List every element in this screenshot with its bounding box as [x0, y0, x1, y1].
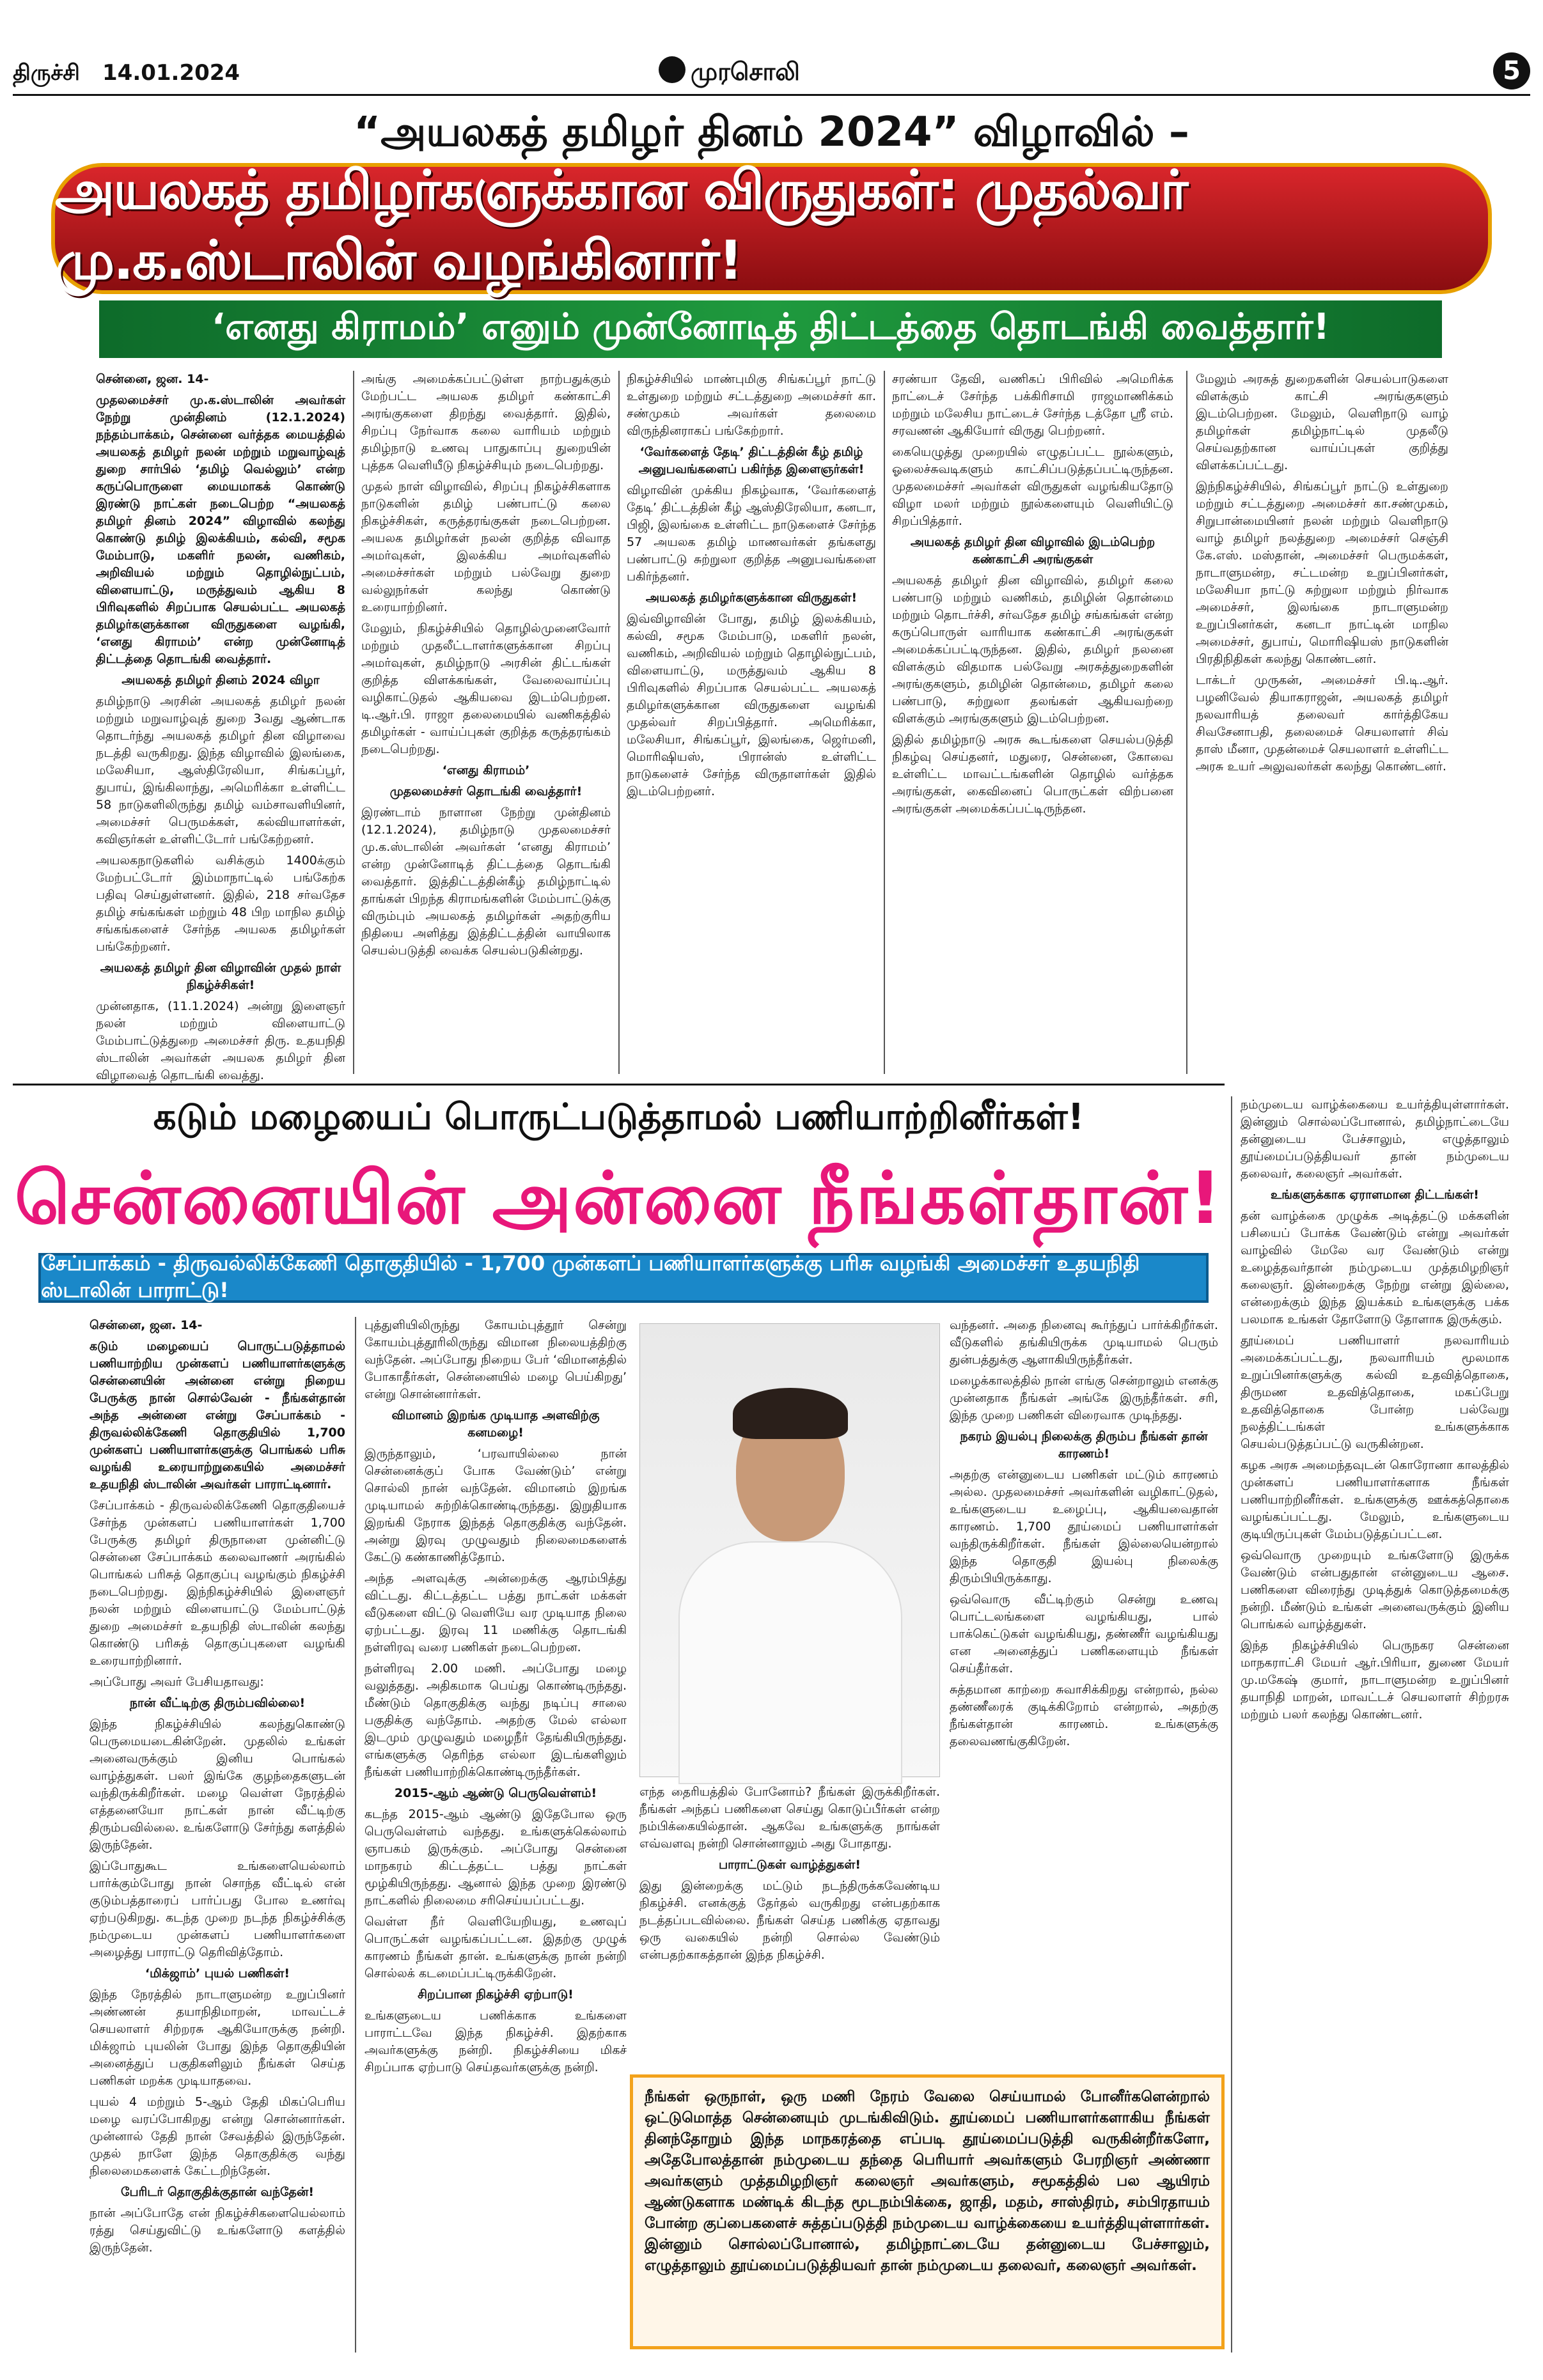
- paragraph: எந்த தைரியத்தில் போனோம்? நீங்கள் இருக்கிறீர்கள். நீங்கள் அந்தப் பணிகளை செய்து கொடுப்பீர்கள் என்ற நம்பிக்கையில்தான். ஆகவே உங்களுக்கு நாங்கள் எவ்வளவு நன்றி சொன்னாலும் அது போதாது.: [639, 1785, 940, 1851]
- story2-headline: சென்னையின் அன்னை நீங்கள்தான்!: [14, 1157, 1223, 1240]
- subheading: ‘மிக்ஜாம்’ புயல் பணிகள்!: [145, 1966, 290, 1980]
- subheading: முதலமைச்சர் தொடங்கி வைத்தார்!: [389, 784, 583, 798]
- paragraph: டாக்டர் முருகன், அமைச்சர் பி.டி.ஆர். பழனிவேல் தியாகராஜன், அயலகத் தமிழர் நலவாரியத் தலைவர் கார்த்திகேய சிவசேனாபதி, தலைமைச் செயலாளர் சிவ் தாஸ் மீனா, முதன்மைச் செயலாளர் உள்ளிட்ட அரசு உயர் அலுவலர்கள் கலந்து கொண்டனர்.: [1196, 673, 1448, 774]
- paragraph: அயலகத் தமிழர் தின விழாவில், தமிழர் கலை பண்பாடு மற்றும் வணிகம், தமிழின் தொன்மை மற்றும் தொடர்ச்சி, சர்வதேச தமிழ் சங்கங்கள் என்ற கருப்பொருள் வாரியாக கண்காட்சி அரங்குகள் அமைக்கப்பட்டிருந்தன. இதில், தமிழர் நலனை விளக்கும் விதமாக பல்வேறு அரசுத்துறைகளின் அரங்குகளும், தமிழின் தொன்மை, தமிழர் கலை பண்பாடு, சுற்றுலா தலங்கள் ஆகியவற்றை விளக்கும் அரங்குகளும் இடம்பெற்றன.: [892, 573, 1173, 726]
- paragraph: தன் வாழ்க்கை முழுக்க அடித்தட்டு மக்களின் பசியைப் போக்க வேண்டும் என்று அவர்கள் வாழ்வில் மேலே வர வேண்டும் என்று உழைத்தவர்தான் நம்முடைய முத்தமிழறிஞர் கலைஞர். இன்றைக்கு நேற்று என்று இல்லை, என்றைக்கும் இந்த இயக்கம் உங்களுக்கு பக்க பலமாக உங்கள் தோளோடு தோளாக இருக்கும்.: [1241, 1209, 1509, 1326]
- paragraph: இப்போதுகூட உங்களையெல்லாம் பார்க்கும்போது நான் சொந்த வீட்டில் என் குடும்பத்தாரைப் பார்ப்பது போல உணர்வு ஏற்படுகிறது. கடந்த முறை நடந்த நிகழ்ச்சிக்கு நம்முடைய முன்களப் பணியாளர்களை அழைத்து பாராட்டு தெரிவித்தோம்.: [90, 1859, 345, 1959]
- story1-subhead: ‘எனது கிராமம்’ எனும் முன்னோடித் திட்டத்தை தொடங்கி வைத்தார்!: [211, 306, 1330, 348]
- issue-date: 14.01.2024: [102, 60, 240, 86]
- lead-paragraph: முதலமைச்சர் மு.க.ஸ்டாலின் அவர்கள் நேற்று முன்தினம் (12.1.2024) நந்தம்பாக்கம், சென்னை வர்த்தக மையத்தில் அயலகத் தமிழர் நலன் மற்றும் மறுவாழ்வுத் துறை சார்பில் ‘தமிழ் வெல்லும்’ என்ற கருப்பொருளை மையமாகக் கொண்டு இரண்டு நாட்கள் நடைபெற்ற “அயலகத் தமிழர் தினம் 2024” விழாவில் கலந்து கொண்டு தமிழ் இலக்கியம், கல்வி, சமூக மேம்பாடு, மகளிர் நலன், வணிகம், அறிவியல் மற்றும் தொழில்நுட்பம், விளையாட்டு, மருத்துவம் ஆகிய 8 பிரிவுகளில் சிறப்பாக செயல்பட்ட அயலகத் தமிழர்களுக்கான விருதுகளை வழங்கி, ‘எனது கிராமம்’ என்ற முன்னோடித் திட்டத்தை தொடங்கி வைத்தார்.: [96, 393, 345, 666]
- story2-column-2: [364, 1317, 627, 2353]
- story-divider: [13, 1084, 1225, 1085]
- paragraph: ஒவ்வொரு முறையும் உங்களோடு இருக்க வேண்டும் என்பதுதான் என்னுடைய ஆசை. பணிகளை விரைந்து முடித்துக் கொடுத்தமைக்கு நன்றி. மீண்டும் உங்கள் அனைவருக்கும் இனிய பொங்கல் வாழ்த்துகள்.: [1241, 1548, 1509, 1631]
- paragraph: சேப்பாக்கம் - திருவல்லிக்கேணி தொகுதியைச் சேர்ந்த முன்களப் பணியாளர்கள் 1,700 பேருக்கு தமிழர் திருநாளை முன்னிட்டு சென்னை சேப்பாக்கம் கலைவாணர் அரங்கில் பொங்கல் பரிசுத் தொகுப்பு வழங்கும் நிகழ்ச்சி நடைபெற்றது. இந்நிகழ்ச்சியில் இளைஞர் நலன் மற்றும் விளையாட்டு மேம்பாட்டுத் துறை அமைச்சர் உதயநிதி ஸ்டாலின் கலந்து கொண்டு பரிசுத் தொகுப்புகளை வழங்கி உரையாற்றினார்.: [90, 1498, 345, 1668]
- subheading: சிறப்பான நிகழ்ச்சி ஏற்பாடு!: [418, 1987, 574, 2002]
- paragraph: அந்த அளவுக்கு அன்றைக்கு ஆரம்பித்து விட்டது. கிட்டத்தட்ட பத்து நாட்கள் மக்கள் வீடுகளை விட்டு வெளியே வர முடியாத நிலை ஏற்பட்டது. இரவு 11 மணிக்கு தொடங்கி நள்ளிரவு வரை பணிகள் நடைபெற்றன.: [364, 1571, 627, 1654]
- paragraph: இரண்டாம் நாளான நேற்று முன்தினம் (12.1.2024), தமிழ்நாடு முதலமைச்சர் மு.க.ஸ்டாலின் அவர்கள் ‘எனது கிராமம்’ என்ற முன்னோடித் திட்டத்தை தொடங்கி வைத்தார். இத்திட்டத்தின்கீழ் தமிழ்நாட்டில் தாங்கள் பிறந்த கிராமங்களின் மேம்பாட்டுக்கு விரும்பும் அயலகத் தமிழர்கள் அதற்குரிய நிதியை அளித்து இத்திட்டத்தின் வாயிலாக செயல்படுத்தி வைக்க செயல்படுகின்றது.: [361, 805, 611, 958]
- paragraph: மேலும் அரசுத் துறைகளின் செயல்பாடுகளை விளக்கும் காட்சி அரங்குகளும் இடம்பெற்றன. மேலும், வெளிநாடு வாழ் தமிழர்கள் தமிழ்நாட்டில் முதலீடு செய்வதற்கான வாய்ப்புகள் குறித்து விளக்கப்பட்டது.: [1196, 372, 1448, 472]
- column-divider: [884, 371, 885, 1074]
- paragraph: கடந்த 2015-ஆம் ஆண்டு இதேபோல ஒரு பெருவெள்ளம் வந்தது. உங்களுக்கெல்லாம் ஞாபகம் இருக்கும். அப்போது சென்னை மாநகரம் கிட்டத்தட்ட பத்து நாட்கள் மூழ்கியிருந்தது. ஆனால் இந்த முறை இரண்டு நாட்களில் நிலைமை சரிசெய்யப்பட்டது.: [364, 1807, 627, 1908]
- paragraph: சரண்யா தேவி, வணிகப் பிரிவில் அமெரிக்க நாட்டைச் சேர்ந்த பக்கிரிசாமி ராஜமாணிக்கம் மற்றும் மலேசிய நாட்டைச் சேர்ந்த டத்தோ ஸ்ரீ எம். சரவணன் ஆகியோர் விருது பெற்றனர்.: [892, 372, 1173, 438]
- paragraph: இது இன்றைக்கு மட்டும் நடந்திருக்கவேண்டிய நிகழ்ச்சி. எனக்குத் தேர்தல் வருகிறது என்பதற்காக நடத்தப்படவில்லை. நீங்கள் செய்த பணிக்கு ஏதாவது ஒரு வகையில் நன்றி சொல்ல வேண்டும் என்பதற்காகத்தான் இந்த நிகழ்ச்சி.: [639, 1879, 940, 1962]
- paragraph: நம்முடைய வாழ்க்கையை உயர்த்தியுள்ளார்கள். இன்னும் சொல்லப்போனால், தமிழ்நாட்டையே தன்னுடைய பேச்சாலும், எழுத்தாலும் தூய்மைப்படுத்தியவர் தான் நம்முடைய தலைவர், கலைஞர் அவர்கள்.: [1241, 1098, 1509, 1181]
- lead-paragraph: கடும் மழையைப் பொருட்படுத்தாமல் பணியாற்றிய முன்களப் பணியாளர்களுக்கு சென்னையின் அன்னை என்று நிறைய பேருக்கு நான் சொல்வேன் - நீங்கள்தான் அந்த அன்னை என்று சேப்பாக்கம் - திருவல்லிக்கேணி தொகுதியில் 1,700 முன்களப் பணியாளர்களுக்கு பொங்கல் பரிசு வழங்கி உரையாற்றுகையில் அமைச்சர் உதயநிதி ஸ்டாலின் அவர்கள் பாராட்டினார்.: [90, 1339, 345, 1491]
- paragraph: புத்துளியிலிருந்து கோயம்புத்தூர் சென்று கோயம்புத்தூரிலிருந்து விமான நிலையத்திற்கு வந்தேன். அப்போது நிறைய பேர் ‘விமானத்தில் போகாதீர்கள், சென்னையில் மழை பெய்கிறது’ என்று சொன்னார்கள்.: [364, 1318, 627, 1401]
- paragraph: இவ்விழாவின் போது, தமிழ் இலக்கியம், கல்வி, சமூக மேம்பாடு, மகளிர் நலன், வணிகம், அறிவியல் மற்றும் தொழில்நுட்பம், விளையாட்டு, மருத்துவம் ஆகிய 8 பிரிவுகளில் சிறப்பாக செயல்பட்ட அயலகத் தமிழர்களுக்கான விருதுகளை வழங்கி முதல்வர் சிறப்பித்தார். அமெரிக்கா, மலேசியா, சிங்கப்பூர், இலங்கை, ஜெர்மனி, மொரிஷியஸ், பிரான்ஸ் உள்ளிட்ட நாடுகளைச் சேர்ந்த விருதாளர்கள் இதில் இடம்பெற்றனர்.: [627, 612, 876, 798]
- paragraph: நள்ளிரவு 2.00 மணி. அப்போது மழை வலுத்தது. அதிகமாக பெய்து கொண்டிருந்தது. மீண்டும் தொகுதிக்கு வந்து நடிப்பு சாலை பகுதிக்கு வந்தோம். அதற்கு மேல் எல்லா இடமும் முழுவதும் மழைநீர் தேங்கியிருந்தது. எங்களுக்கு தெரிந்த எல்லா இடங்களிலும் நீங்கள் பணியாற்றிக்கொண்டிருந்தீர்கள்.: [364, 1661, 627, 1779]
- paragraph: விழாவின் முக்கிய நிகழ்வாக, ‘வேர்களைத் தேடி’ திட்டத்தின் கீழ் ஆஸ்திரேலியா, கனடா, பிஜி, இலங்கை உள்ளிட்ட நாடுகளைச் சேர்ந்த 57 அயலக தமிழ் மாணவர்கள் தங்களது பண்பாட்டு சுற்றுலா குறித்த அனுபவங்களை பகிர்ந்தனர்.: [627, 483, 876, 584]
- subheading: அயலகத் தமிழர் தினம் 2024 விழா: [121, 673, 320, 687]
- minister-photo: [639, 1323, 940, 1777]
- paragraph: தூய்மைப் பணியாளர் நலவாரியம் அமைக்கப்பட்டது, நலவாரியம் மூலமாக உறுப்பினர்களுக்கு கல்வி உதவித்தொகை, திருமண உதவித்தொகை, மகப்பேறு உதவித்தொகை போன்ற பல்வேறு நலத்திட்டங்கள் உங்களுக்காக செயல்படுத்தப்பட்டு வருகின்றன.: [1241, 1334, 1509, 1451]
- story1-column-4: [892, 371, 1173, 1074]
- subheading: பேரிடர் தொகுதிக்குதான் வந்தேன்!: [121, 2185, 314, 2199]
- paragraph: அயலகநாடுகளில் வசிக்கும் 1400க்கும் மேற்பட்டோர் இம்மாநாட்டில் பங்கேற்க பதிவு செய்துள்ளனர். இதில், 218 சர்வதேச தமிழ் சங்கங்கள் மற்றும் 48 பிற மாநில தமிழ் சங்கங்களைச் சேர்ந்த அயலக தமிழர்கள் பங்கேற்றனர்.: [96, 853, 345, 954]
- column-divider: [355, 1317, 356, 2353]
- paragraph: கழக அரசு அமைந்தவுடன் கொரோனா காலத்தில் முன்களப் பணியாளர்களாக நீங்கள் பணியாற்றினீர்கள். உங்களுக்கு ஊக்கத்தொகை வழங்கப்பட்டது. மேலும், உங்களுடைய குடியிருப்புகள் மேம்படுத்தப்பட்டன.: [1241, 1458, 1509, 1541]
- story2-column-4: [950, 1317, 1218, 2065]
- paragraph: நான் அப்போதே என் நிகழ்ச்சிகளையெல்லாம் ரத்து செய்துவிட்டு உங்களோடு களத்தில் இருந்தேன்.: [90, 2206, 345, 2255]
- column-divider: [618, 371, 620, 1074]
- paragraph: முதல் நாள் விழாவில், சிறப்பு நிகழ்ச்சிகளாக நாடுகளின் தமிழ் பண்பாட்டு கலை நிகழ்ச்சிகள், கருத்தரங்குகள் நடைபெற்றன. அயலக தமிழர்கள் நலன் குறித்த விவாத அமர்வுகள், இலக்கிய அமர்வுகளில் அமைச்சர்கள் மற்றும் பல்வேறு துறை வல்லுநர்கள் கலந்து கொண்டு உரையாற்றினர்.: [361, 479, 611, 614]
- column-divider: [353, 371, 354, 1074]
- dateline: சென்னை, ஜன. 14-: [90, 1318, 203, 1332]
- subheading: அயலகத் தமிழர் தின விழாவில் இடம்பெற்ற கண்காட்சி அரங்குகள்: [910, 535, 1155, 566]
- subheading: உங்களுக்காக ஏராளமான திட்டங்கள்!: [1271, 1188, 1479, 1202]
- paragraph: முன்னதாக, (11.1.2024) அன்று இளைஞர் நலன் மற்றும் விளையாட்டு மேம்பாட்டுத்துறை அமைச்சர் திரு. உதயநிதி ஸ்டாலின் அவர்கள் அயலக தமிழர் தின விழாவைத் தொடங்கி வைத்து.: [96, 999, 345, 1082]
- story1-column-3: [627, 371, 876, 1074]
- story1-kicker: “அயலகத் தமிழர் தினம் 2024” விழாவில் –: [354, 109, 1189, 156]
- paragraph: உங்களுடைய பணிக்காக உங்களை பாராட்டவே இந்த நிகழ்ச்சி. இதற்காக அவர்களுக்கு நன்றி. நிகழ்ச்சியை மிகச் சிறப்பாக ஏற்பாடு செய்தவர்களுக்கு நன்றி.: [364, 2009, 627, 2074]
- story2-column-5: [1241, 1096, 1509, 2353]
- paragraph: தமிழ்நாடு அரசின் அயலகத் தமிழர் நலன் மற்றும் மறுவாழ்வுத் துறை 3வது ஆண்டாக தொடர்ந்து அயலகத் தமிழர் தின விழாவை நடத்தி வருகிறது. இந்த விழாவில் இலங்கை, மலேசியா, ஆஸ்திரேலியா, சிங்கப்பூர், துபாய், இங்கிலாந்து, அமெரிக்கா உள்ளிட்ட 58 நாடுகளிலிருந்து தமிழ் வம்சாவளியினர், அமைச்சர் பெருமக்கள், கல்வியாளர்கள், கவிஞர்கள் உள்ளிட்டோர் பங்கேற்றனர்.: [96, 694, 345, 846]
- subheading: அயலகத் தமிழர்களுக்கான விருதுகள்!: [645, 591, 858, 605]
- paragraph: புயல் 4 மற்றும் 5-ஆம் தேதி மிகப்பெரிய மழை வரப்போகிறது என்று சொன்னார்கள். முன்னால் தேதி நான் சேவத்தில் இருந்தேன். முதல் நாளே இந்த தொகுதிக்கு வந்து நிலைமைகளைக் கேட்டறிந்தேன்.: [90, 2095, 345, 2178]
- photo-caption: [639, 1784, 940, 1964]
- dateline: சென்னை, ஜன. 14-: [96, 372, 209, 386]
- story1-column-5: [1196, 371, 1448, 1074]
- subheading: 2015-ஆம் ஆண்டு பெருவெள்ளம்!: [394, 1786, 597, 1800]
- subheading: ‘எனது கிராமம்’: [442, 763, 530, 777]
- paragraph: வெள்ள நீர் வெளியேறியது, உணவுப் பொருட்கள் வழங்கப்பட்டன. இதற்கு முழுக் காரணம் நீங்கள் தான். உங்களுக்கு நான் நன்றி சொல்லக் கடமைப்பட்டிருக்கிறேன்.: [364, 1915, 627, 1980]
- story1-headline-banner: [51, 158, 1492, 294]
- subheading: அயலகத் தமிழர் தின விழாவின் முதல் நாள் நிகழ்ச்சிகள்!: [100, 961, 341, 992]
- story1-headline: அயலகத் தமிழர்களுக்கான விருதுகள்: முதல்வர் மு.க.ஸ்டாலின் வழங்கினார்!: [55, 158, 1187, 292]
- masthead-logo-icon: [659, 56, 685, 83]
- edition-label: திருச்சி: [13, 60, 80, 86]
- page-number: 5: [1493, 52, 1530, 89]
- paragraph: அப்போது அவர் பேசியதாவது:: [90, 1675, 264, 1689]
- paragraph: மேலும், நிகழ்ச்சியில் தொழில்முனைவோர் மற்றும் முதலீட்டாளர்களுக்கான சிறப்பு அமர்வுகள், தமிழ்நாடு அரசின் திட்டங்கள் குறித்த விளக்கங்கள், வேலைவாய்ப்பு வழிகாட்டுதல் ஆகியவை இடம்பெற்றன. டி.ஆர்.பி. ராஜா தலைமையில் வணிகத்தில் தமிழர்கள் - வாய்ப்புகள் குறித்த கருத்தரங்கம் நடைபெற்றது.: [361, 621, 611, 756]
- masthead-title: முரசொலி: [691, 58, 800, 86]
- paragraph: இந்த நிகழ்ச்சியில் கலந்துகொண்டு பெருமையடைகின்றேன். முதலில் உங்கள் அனைவருக்கும் இனிய பொங்கல் வாழ்த்துகள். பலர் இங்கே குழந்தைகளுடன் வந்திருக்கிறீர்கள். மழை வெள்ள நேரத்தில் எத்தனையோ நாட்கள் நான் வீட்டிற்கு திரும்பவில்லை. உங்களோடு சேர்ந்து களத்தில் இருந்தேன்.: [90, 1717, 345, 1852]
- paragraph: இந்த நிகழ்ச்சியில் பெருநகர சென்னை மாநகராட்சி மேயர் ஆர்.பிரியா, துணை மேயர் மு.மகேஷ் குமார், நாடாளுமன்ற உறுப்பினர் தயாநிதி மாறன், மாவட்டச் செயலாளர் சிற்றரசு மற்றும் பலர் கலந்து கொண்டனர்.: [1241, 1638, 1509, 1722]
- subheading: நகரம் இயல்பு நிலைக்கு திரும்ப நீங்கள் தான் காரணம்!: [960, 1429, 1208, 1461]
- person-silhouette-icon: [678, 1541, 902, 1784]
- paragraph: மழைக்காலத்தில் நான் எங்கு சென்றாலும் எனக்கு முன்னதாக நீங்கள் அங்கே இருந்தீர்கள். சரி, இந்த முறை பணிகள் விரைவாக முடிந்தது.: [950, 1374, 1218, 1422]
- story2-deck-banner: [38, 1253, 1209, 1303]
- story1-subhead-banner: [99, 300, 1442, 358]
- page-header: [13, 51, 1530, 96]
- pull-quote-box: [630, 2074, 1225, 2349]
- paragraph: ஒவ்வொரு வீட்டிற்கும் சென்று உணவு பொட்டலங்களை வழங்கியது, பால் பாக்கெட்டுகள் வழங்கியது, தண்ணீர் வழங்கியது என அனைத்துப் பணிகளையும் நீங்கள் செய்தீர்கள்.: [950, 1592, 1218, 1676]
- paragraph: இருந்தாலும், ‘பரவாயில்லை நான் சென்னைக்குப் போக வேண்டும்’ என்று சொல்லி நான் வந்தேன். விமானம் இறங்க முடியாமல் சுற்றிக்கொண்டிருந்தது. இறுதியாக இறங்கி நேராக இந்தத் தொகுதிக்கு வந்தேன். அன்று இரவு முழுவதும் நிலைமைகளைக் கேட்டு கண்காணித்தோம்.: [364, 1447, 627, 1564]
- subheading: ‘வேர்களைத் தேடி’ திட்டத்தின் கீழ் தமிழ் அனுபவங்களைப் பகிர்ந்த இளைஞர்கள்!: [638, 445, 865, 476]
- story2-deck: சேப்பாக்கம் - திருவல்லிக்கேணி தொகுதியில் - 1,700 முன்களப் பணியாளர்களுக்கு பரிசு வழங்கி அமைச்சர் உதயநிதி ஸ்டாலின் பாராட்டு!: [41, 1251, 1140, 1302]
- story1-column-1: [96, 371, 345, 1082]
- paragraph: இந்நிகழ்ச்சியில், சிங்கப்பூர் நாட்டு உள்துறை மற்றும் சட்டத்துறை அமைச்சர் கா.சண்முகம், சிறுபான்மையினர் நலன் மற்றும் வெளிநாடு வாழ் தமிழர் நலத்துறை அமைச்சர் செஞ்சி கே.எஸ். மஸ்தான், அமைச்சர் பெருமக்கள், நாடாளுமன்ற, சட்டமன்ற உறுப்பினர்கள், மலேசியா நாட்டு சுற்றுலா மற்றும் நிர்வாக அமைச்சர், இலங்கை நாடாளுமன்ற உறுப்பினர்கள், கனடா நாட்டின் மாநில அமைச்சர், துபாய், மொரிஷியஸ் நாடுகளின் பிரதிநிதிகள் கலந்து கொண்டனர்.: [1196, 479, 1448, 666]
- subheading: பாராட்டுகள் வாழ்த்துகள்!: [718, 1858, 861, 1872]
- paragraph: அதற்கு என்னுடைய பணிகள் மட்டும் காரணம் அல்ல. முதலமைச்சர் அவர்களின் வழிகாட்டுதல், உங்களுடைய உழைப்பு, ஆகியவைதான் காரணம். 1,700 தூய்மைப் பணியாளர்கள் வந்திருக்கிறீர்கள். நீங்கள் இல்லையென்றால் இந்த தொகுதி இயல்பு நிலைக்கு திரும்பியிருக்காது.: [950, 1468, 1218, 1585]
- subheading: நான் வீட்டிற்கு திரும்பவில்லை!: [129, 1696, 306, 1710]
- story1-column-2: [361, 371, 611, 1074]
- paragraph: கையெழுத்து முறையில் எழுதப்பட்ட நூல்களும், ஓலைச்சுவடிகளும் காட்சிப்படுத்தப்பட்டிருந்தன. முதலமைச்சர் அவர்கள் விருதுகள் வழங்கியதோடு விழா மலர் மற்றும் நூல்களையும் வெளியிட்டு சிறப்பித்தார்.: [892, 445, 1173, 528]
- subheading: விமானம் இறங்க முடியாத அளவிற்கு கனமழை!: [391, 1408, 600, 1440]
- paragraph: அங்கு அமைக்கப்பட்டுள்ள நாற்பதுக்கும் மேற்பட்ட அயலக தமிழர் கண்காட்சி அரங்குகளை திறந்து வைத்தார். இதில், சிறப்பு நேர்வாக கலை வாரியம் மற்றும் தமிழ்நாடு உணவு பாதுகாப்பு துறையின் புத்தக வெளியீடு நிகழ்ச்சியும் நடைபெற்றது.: [361, 372, 611, 472]
- paragraph: வந்தனர். அதை நினைவு கூர்ந்துப் பார்க்கிறீர்கள். வீடுகளில் தங்கியிருக்க முடியாமல் பெரும் துன்பத்துக்கு ஆளாகியிருந்தீர்கள்.: [950, 1318, 1218, 1367]
- paragraph: இதில் தமிழ்நாடு அரசு கூடங்களை செயல்படுத்தி நிகழ்வு செய்தனர், மதுரை, சென்னை, கோவை உள்ளிட்ட மாவட்டங்களின் தொழில் வர்த்தக அரங்குகள், கைவினைப் பொருட்கள் விற்பனை அரங்குகள் அமைக்கப்பட்டிருந்தன.: [892, 733, 1173, 816]
- column-divider: [1231, 1096, 1232, 2353]
- paragraph: இந்த நேரத்தில் நாடாளுமன்ற உறுப்பினர் அண்ணன் தயாநிதிமாறன், மாவட்டச் செயலாளர் சிற்றரசு ஆகியோருக்கு நன்றி. மிக்ஜாம் புயலின் போது இந்த தொகுதியின் அனைத்துப் பகுதிகளிலும் நீங்கள் செய்த பணிகள் மறக்க முடியாதவை.: [90, 1987, 345, 2088]
- paragraph: சுத்தமான காற்றை சுவாசிக்கிறது என்றால், நல்ல தண்ணீரைக் குடிக்கிறோம் என்றால், அதற்கு நீங்கள்தான் காரணம். உங்களுக்கு தலைவணங்குகிறேன்.: [950, 1683, 1218, 1748]
- pull-quote: நீங்கள் ஒருநாள், ஒரு மணி நேரம் வேலை செய்யாமல் போனீர்களென்றால் ஒட்டுமொத்த சென்னையும் முடங்கிவிடும். தூய்மைப் பணியாளர்களாகிய நீங்கள் தினந்தோறும் இந்த மாநகரத்தை எப்படி தூய்மைப்படுத்தி வருகின்றீர்களோ, அதேபோலத்தான் நம்முடைய தந்தை பெரியார் அவர்களும் பேரறிஞர் அண்ணா அவர்களும் முத்தமிழறிஞர் கலைஞர் அவர்களும், சமூகத்தில் பல ஆயிரம் ஆண்டுகளாக மண்டிக் கிடந்த மூடநம்பிக்கை, ஜாதி, மதம், சாஸ்திரம், சம்பிரதாயம் போன்ற குப்பைகளைச் சுத்தப்படுத்தி நம்முடைய வாழ்க்கையை உயர்த்தியுள்ளார்கள். இன்னும் சொல்லப்போனால், தமிழ்நாட்டையே தன்னுடைய பேச்சாலும், எழுத்தாலும் தூய்மைப்படுத்தியவர் தான் நம்முடைய தலைவர், கலைஞர் அவர்கள்.: [645, 2088, 1210, 2274]
- paragraph: நிகழ்ச்சியில் மாண்புமிகு சிங்கப்பூர் நாட்டு உள்துறை மற்றும் சட்டத்துறை அமைச்சர் கா. சண்முகம் அவர்கள் தலைமை விருந்தினராகப் பங்கேற்றார்.: [627, 372, 876, 438]
- story2-column-1: [90, 1317, 345, 2353]
- story2-kicker: கடும் மழையைப் பொருட்படுத்தாமல் பணியாற்றினீர்கள்!: [153, 1096, 1085, 1138]
- column-divider: [1186, 371, 1187, 1074]
